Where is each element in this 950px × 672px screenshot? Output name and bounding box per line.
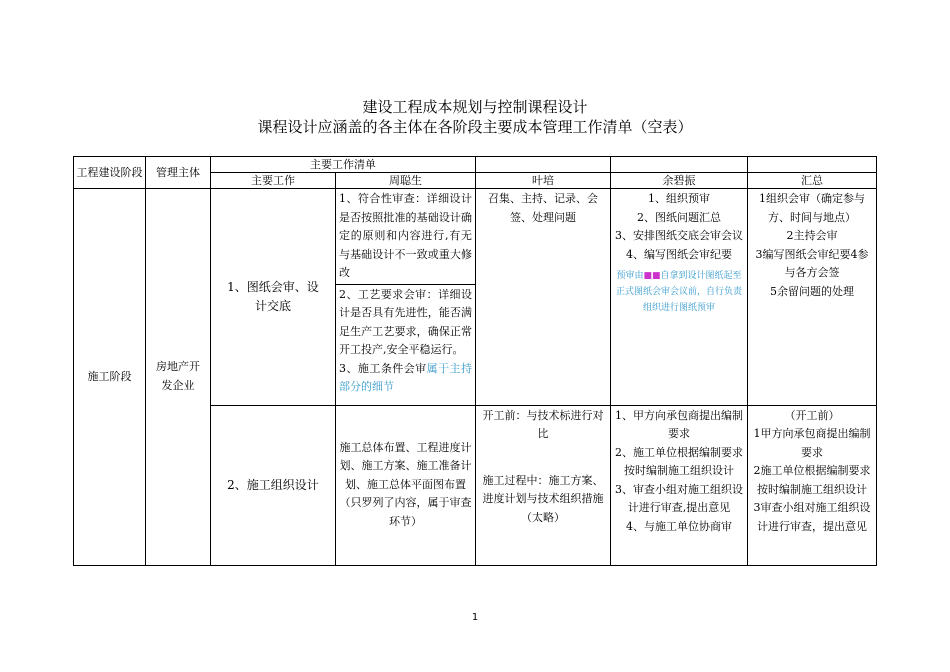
header-yu: 余碧振 bbox=[611, 173, 748, 189]
summary-line: 3审查小组对施工组织设计进行审查，提出意见 bbox=[753, 501, 871, 533]
yu-cell-2 bbox=[611, 405, 748, 565]
ye-cell-2 bbox=[476, 405, 611, 565]
yu-line: 3、审查小组对施工组织设计进行审查,提出意见 bbox=[615, 482, 743, 514]
header-empty-1 bbox=[476, 157, 611, 173]
header-entity: 管理主体 bbox=[146, 157, 211, 189]
header-empty-2 bbox=[611, 157, 748, 173]
zhou-note-1c: 属于主持部分的细节 bbox=[339, 361, 472, 393]
summary-line: 3编写图纸会审纪要4参与各方会签 bbox=[755, 247, 869, 279]
document-title: 建设工程成本规划与控制课程设计 bbox=[362, 98, 588, 116]
work-cell-2: 2、施工组织设计 bbox=[211, 405, 336, 565]
yu-line: 3、安排图纸交底会审会议 bbox=[615, 229, 743, 242]
page-number: 1 bbox=[471, 612, 479, 623]
summary-cell-2 bbox=[748, 405, 877, 565]
yu-line: 2、图纸问题汇总 bbox=[637, 210, 721, 224]
ye-text-2b: 施工过程中：施工方案、进度计划与技术组织措施（太略） bbox=[482, 473, 604, 524]
cost-management-table bbox=[73, 156, 877, 566]
summary-cell-2-wrap bbox=[751, 407, 873, 564]
summary-line: 1组织会审（确定参与方、时间与地点） bbox=[759, 192, 865, 224]
yu-line: 1、组织预审 bbox=[648, 192, 710, 205]
zhou-note-2: （只罗列了内容，属于审查环节） bbox=[339, 496, 472, 528]
yu-note-a: 预审由 bbox=[616, 271, 644, 281]
summary-line: 2施工单位根据编制要求按时编制施工组织设计 bbox=[753, 464, 871, 496]
zhou-cell-1a: 1、符合性审查：详细设计是否按照批准的基础设计确定的原则和内容进行,有无与基础设计不一致或重大修改 bbox=[336, 189, 476, 285]
header-stage: 工程建设阶段 bbox=[74, 157, 146, 189]
header-ye: 叶培 bbox=[476, 173, 611, 189]
summary-cell-1 bbox=[748, 189, 877, 406]
yu-note bbox=[614, 268, 744, 316]
yu-line: 2、施工单位根据编制要求按时编制施工组织设计 bbox=[615, 445, 743, 477]
header-zhou: 周聪生 bbox=[336, 173, 476, 189]
yu-line: 1、甲方向承包商提出编制要求 bbox=[615, 408, 743, 440]
ye-cell-1 bbox=[476, 189, 611, 406]
work-cell-1: 1、图纸会审、设计交底 bbox=[211, 189, 336, 406]
yu-cell-2-wrap bbox=[614, 407, 744, 564]
stage-cell: 施工阶段 bbox=[74, 189, 146, 566]
summary-line: （开工前） bbox=[784, 408, 840, 422]
header-work-list: 主要工作清单 bbox=[211, 157, 476, 173]
header-empty-3 bbox=[748, 157, 877, 173]
zhou-cell-1b-wrap bbox=[339, 286, 472, 404]
summary-line: 5余留问题的处理 bbox=[770, 284, 854, 298]
yu-line: 4、编写图纸会审纪要 bbox=[626, 247, 732, 261]
yu-line: 4、与施工单位协商审 bbox=[626, 519, 732, 533]
zhou-cell-1b bbox=[336, 284, 476, 405]
ye-text-2a: 开工前：与技术标进行对比 bbox=[482, 408, 604, 440]
header-main-work: 主要工作 bbox=[211, 173, 336, 189]
zhou-text-2: 施工总体布置、工程进度计划、施工方案、施工准备计划、施工总体平面图布置 bbox=[339, 440, 472, 491]
document-subtitle: 课程设计应涵盖的各主体在各阶段主要成本管理工作清单（空表） bbox=[257, 118, 693, 136]
zhou-text-1b: 2、工艺要求会审：详细设计是否具有先进性，能否满足生产工艺要求，确保正常开工投产,安全平稳运行。 bbox=[339, 287, 472, 356]
entity-cell: 房地产开发企业 bbox=[146, 189, 211, 566]
summary-line: 2主持会审 bbox=[786, 229, 838, 242]
yu-note-b: 自拿到设计图纸起至正式图纸会审会议前，自行负责组织进行图纸预审 bbox=[615, 271, 742, 313]
redaction-mark: ■■ bbox=[643, 271, 661, 281]
yu-cell-1 bbox=[611, 189, 748, 406]
zhou-text-1c-main: 3、施工条件会审 bbox=[339, 361, 427, 375]
header-summary: 汇总 bbox=[748, 173, 877, 189]
summary-line: 1甲方向承包商提出编制要求 bbox=[753, 427, 871, 459]
zhou-cell-2 bbox=[336, 405, 476, 565]
ye-text-1: 召集、主持、记录、会签、处理问题 bbox=[488, 192, 598, 224]
zhou-text-1c bbox=[339, 360, 472, 397]
